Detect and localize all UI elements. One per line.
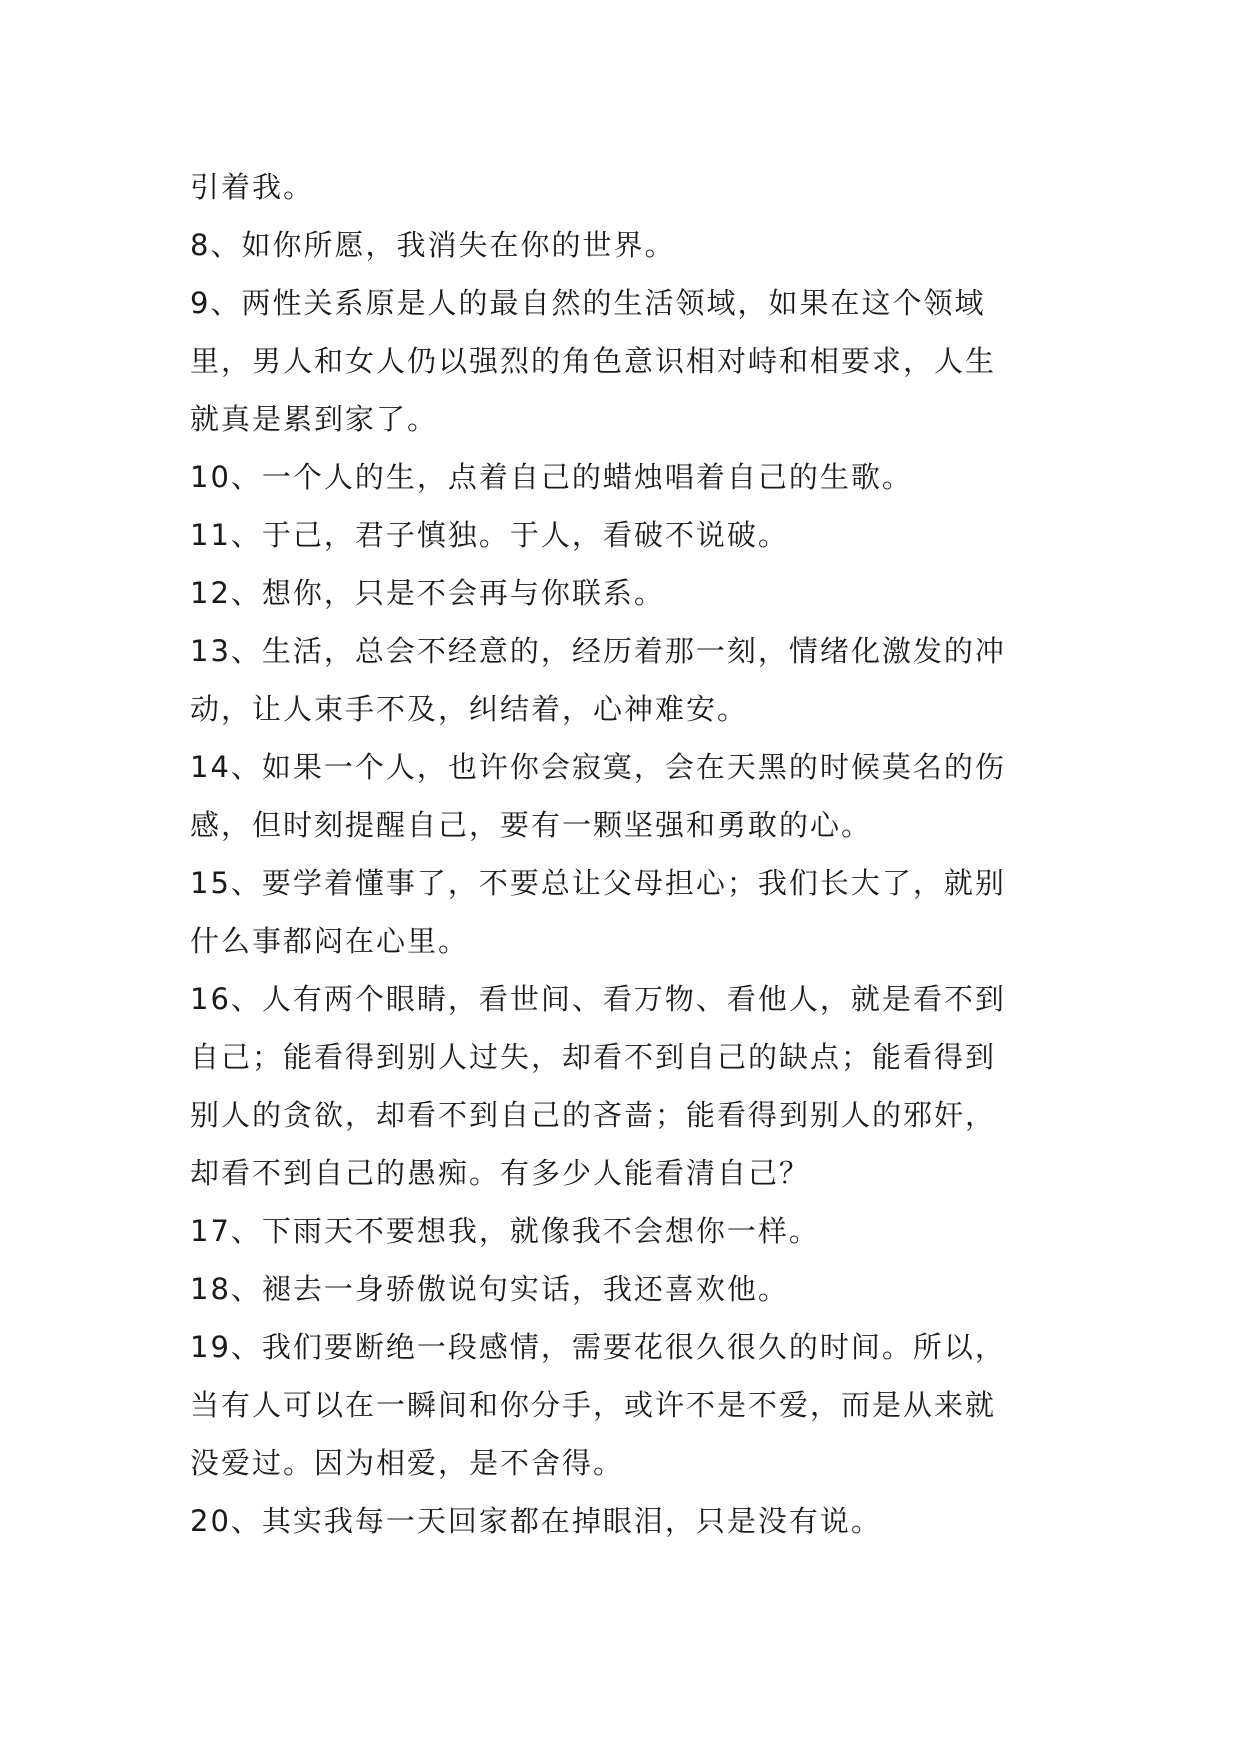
text-line: 动，让人束手不及，纠结着，心神难安。 — [190, 692, 749, 726]
text-line: 18、褪去一身骄傲说句实话，我还喜欢他。 — [190, 1272, 789, 1306]
text-line: 13、生活，总会不经意的，经历着那一刻，情绪化激发的冲 — [190, 634, 1006, 668]
text-line: 9、两性关系原是人的最自然的生活领域，如果在这个领域 — [190, 286, 986, 320]
text-line: 15、要学着懂事了，不要总让父母担心；我们长大了，就别 — [190, 866, 1006, 900]
text-line: 什么事都闷在心里。 — [190, 924, 470, 958]
text-line: 14、如果一个人，也许你会寂寞，会在天黑的时候莫名的伤 — [190, 750, 1006, 784]
text-line: 感，但时刻提醒自己，要有一颗坚强和勇敢的心。 — [190, 808, 873, 842]
text-line: 17、下雨天不要想我，就像我不会想你一样。 — [190, 1214, 820, 1248]
text-line: 别人的贪欲，却看不到自己的吝啬；能看得到别人的邪奸， — [190, 1098, 997, 1132]
text-line: 10、一个人的生，点着自己的蜡烛唱着自己的生歌。 — [190, 460, 913, 494]
text-line: 16、人有两个眼睛，看世间、看万物、看他人，就是看不到 — [190, 982, 1006, 1016]
text-line: 11、于己，君子慎独。于人，看破不说破。 — [190, 518, 789, 552]
text-line: 却看不到自己的愚痴。有多少人能看清自己？ — [190, 1156, 811, 1190]
text-line: 12、想你，只是不会再与你联系。 — [190, 576, 665, 610]
text-line: 没爱过。因为相爱，是不舍得。 — [190, 1446, 625, 1480]
text-line: 当有人可以在一瞬间和你分手，或许不是不爱，而是从来就 — [190, 1388, 997, 1422]
text-line: 就真是累到家了。 — [190, 402, 439, 436]
text-line: 里，男人和女人仍以强烈的角色意识相对峙和相要求，人生 — [190, 344, 997, 378]
text-line: 8、如你所愿，我消失在你的世界。 — [190, 228, 676, 262]
text-line: 自己；能看得到别人过失，却看不到自己的缺点；能看得到 — [190, 1040, 997, 1074]
text-line: 19、我们要断绝一段感情，需要花很久很久的时间。所以， — [190, 1330, 1006, 1364]
text-line: 20、其实我每一天回家都在掉眼泪，只是没有说。 — [190, 1504, 882, 1538]
text-line: 引着我。 — [190, 170, 315, 204]
document-body — [190, 158, 1070, 1550]
